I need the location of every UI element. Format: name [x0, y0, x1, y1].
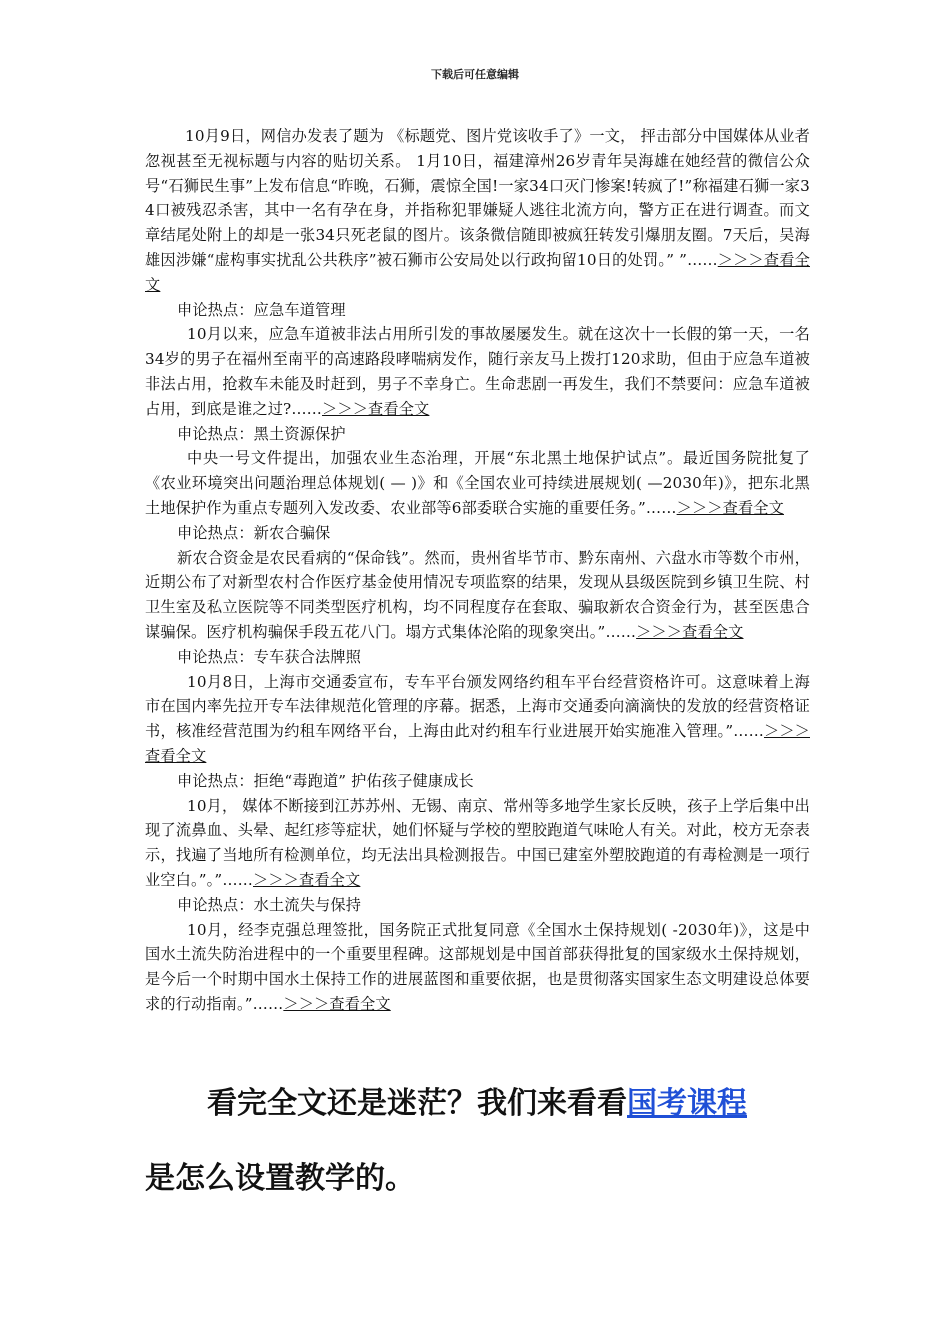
section-heading: 申论热点：专车获合法牌照 — [177, 647, 362, 666]
outro-line-1 — [145, 1078, 825, 1122]
course-link[interactable]: 国考课程 — [627, 1086, 747, 1121]
outro-line-2: 是怎么设置教学的。 — [145, 1161, 415, 1196]
read-more-link[interactable]: ＞＞＞查看全文 — [676, 498, 784, 517]
section-heading: 申论热点：拒绝“毒跑道” 护佑孩子健康成长 — [177, 771, 474, 790]
section-heading: 申论热点：应急车道管理 — [177, 300, 346, 319]
section-text: 10月， 媒体不断接到江苏苏州、无锡、南京、常州等多地学生家长反映，孩子上学后集中出现了流鼻血、头晕、起红疹等症状，她们怀疑与学校的塑胶跑道气味呛人有关。对此，校方无奈表示，找遍了当地所有检测单位，均无法出具检测报告。中国已建室外塑胶跑道的有毒检测是一项行业空白。”。”…… — [145, 796, 810, 889]
section-heading: 申论热点：水土流失与保持 — [177, 895, 362, 914]
section-paragraph — [145, 794, 810, 893]
section-text: 中央一号文件提出，加强农业生态治理，开展“东北黑土地保护试点”。最近国务院批复了《农业环境突出问题治理总体规划( — )》和《全国农业可持续进展规划( —2030年)》，把东北黑土地保护作为重点专题列入发改委、农业部等6部委联合实施的重要任务。”…… — [145, 449, 810, 517]
read-more-link[interactable]: ＞＞＞查看全文 — [145, 250, 810, 294]
section-text: 新农合资金是农民看病的“保命钱”。然而，贵州省毕节市、黔东南州、六盘水市等数个市州，近期公布了对新型农村合作医疗基金使用情况专项监察的结果，发现从县级医院到乡镇卫生院、村卫生室及私立医院等不同类型医疗机构，均不同程度存在套取、骗取新农合资金行为，甚至医患合谋骗保。医疗机构骗保手段五花八门。塌方式集体沦陷的现象突出。”…… — [145, 548, 810, 641]
intro-text: 10月9日，网信办发表了题为 《标题党、图片党该收手了》一文， 抨击部分中国媒体从业者忽视甚至无视标题与内容的贴切关系。 1月10日，福建漳州26岁青年吴海雄在她经营的微信公众号“石狮民生事”上发布信息“昨晚，石狮，震惊全国!一家34口灭门惨案!转疯了!”称福建石狮一家34口被残忍杀害，其中一名有孕在身，并指称犯罪嫌疑人逃往北流方向，警方正在进行调查。而文章结尾处附上的却是一张34只死老鼠的图片。该条微信随即被疯狂转发引爆朋友圈。7天后，吴海雄因涉嫌“虚构事实扰乱公共秩序”被石狮市公安局处以行政拘留10日的处罚。” ”…… — [145, 127, 810, 269]
read-more-link[interactable]: ＞＞＞查看全文 — [283, 994, 391, 1013]
section-paragraph — [145, 322, 810, 421]
section-paragraph — [145, 446, 810, 520]
section-paragraph — [145, 918, 810, 1017]
section-text: 10月以来，应急车道被非法占用所引发的事故屡屡发生。就在这次十一长假的第一天，一名34岁的男子在福州至南平的高速路段哮喘病发作，随行亲友马上拨打120求助，但由于应急车道被非法占用，抢救车未能及时赶到，男子不幸身亡。生命悲剧一再发生，我们不禁要问：应急车道被占用，到底是谁之过?…… — [145, 325, 810, 418]
article-body — [145, 124, 810, 1017]
intro-paragraph — [145, 124, 810, 298]
section-paragraph — [145, 546, 810, 645]
outro-text: 看完全文还是迷茫？我们来看看 — [207, 1086, 627, 1121]
read-more-link[interactable]: ＞＞＞查看全文 — [253, 870, 361, 889]
read-more-link[interactable]: ＞＞＞查看全文 — [145, 722, 810, 765]
section-text: 10月，经李克强总理签批，国务院正式批复同意《全国水土保持规划( -2030年)》，这是中国水土流失防治进程中的一个重要里程碑。这部规划是中国首部获得批复的国家级水土保持规划，是今后一个时期中国水土保持工作的进展蓝图和重要依据，也是贯彻落实国家生态文明建设总体要求的行动指南。”…… — [145, 920, 810, 1013]
section-heading: 申论热点：新农合骗保 — [177, 523, 331, 542]
section-heading: 申论热点：黑土资源保护 — [177, 424, 346, 443]
read-more-link[interactable]: ＞＞＞查看全文 — [636, 622, 744, 641]
section-paragraph — [145, 670, 810, 769]
section-text: 10月8日，上海市交通委宣布，专车平台颁发网络约租车平台经营资格许可。这意味着上海市在国内率先拉开专车法律规范化管理的序幕。据悉，上海市交通委向滴滴快的发放的经营资格证书，核准经营范围为约租车网络平台，上海由此对约租车行业进展开始实施准入管理。”…… — [145, 672, 810, 741]
page-header: 下载后可任意编辑 — [431, 68, 519, 81]
read-more-link[interactable]: ＞＞＞查看全文 — [322, 399, 430, 418]
